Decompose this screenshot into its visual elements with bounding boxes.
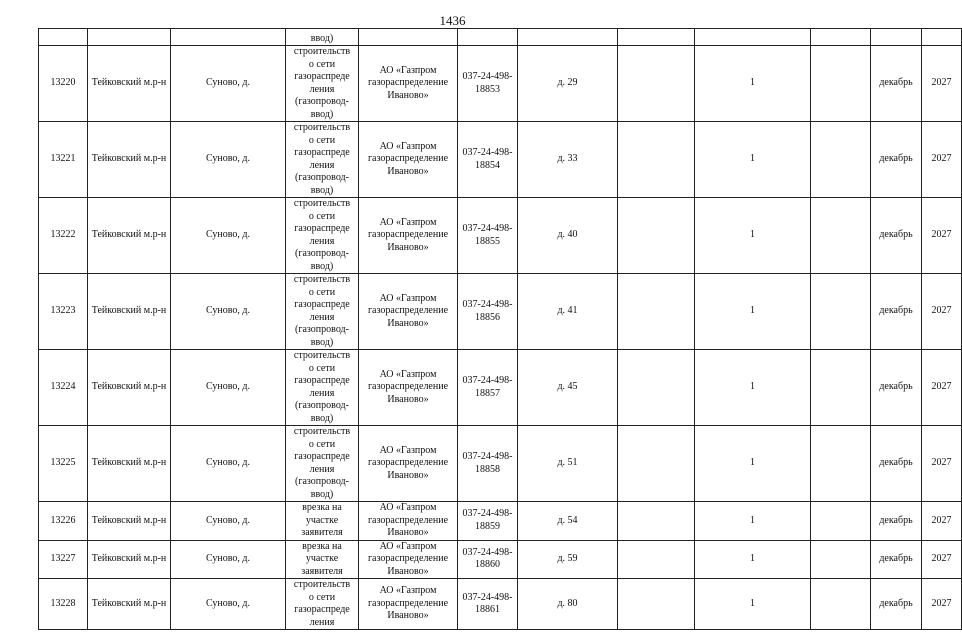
code-cell: 037-24-498-18859 <box>458 502 518 541</box>
address-cell: д. 33 <box>518 122 618 198</box>
empty-cell <box>618 579 695 630</box>
table-row <box>39 502 962 541</box>
empty-cell <box>811 579 871 630</box>
empty-cell <box>618 350 695 426</box>
empty-cell <box>618 540 695 579</box>
month-cell: декабрь <box>871 46 922 122</box>
district-cell: Тейковский м.р-н <box>88 426 171 502</box>
settlement-cell: Суново, д. <box>171 540 286 579</box>
empty-cell <box>811 350 871 426</box>
empty-cell <box>811 426 871 502</box>
settlement-cell: Суново, д. <box>171 502 286 541</box>
organization-cell: АО «Газпром газораспределение Иваново» <box>359 426 458 502</box>
row-number: 13228 <box>39 579 88 630</box>
district-cell: Тейковский м.р-н <box>88 350 171 426</box>
month-cell: декабрь <box>871 579 922 630</box>
organization-cell: АО «Газпром газораспределение Иваново» <box>359 540 458 579</box>
year-cell: 2027 <box>922 540 962 579</box>
count-cell: 1 <box>695 122 811 198</box>
settlement-cell: Суново, д. <box>171 274 286 350</box>
code-cell: 037-24-498-18855 <box>458 198 518 274</box>
count-cell: 1 <box>695 46 811 122</box>
row-number: 13220 <box>39 46 88 122</box>
month-cell: декабрь <box>871 350 922 426</box>
year-cell: 2027 <box>922 426 962 502</box>
address-cell: д. 45 <box>518 350 618 426</box>
district-cell: Тейковский м.р-н <box>88 579 171 630</box>
row-number: 13224 <box>39 350 88 426</box>
empty-cell <box>811 274 871 350</box>
district-cell: Тейковский м.р-н <box>88 540 171 579</box>
address-cell: д. 29 <box>518 46 618 122</box>
code-cell: 037-24-498-18858 <box>458 426 518 502</box>
count-cell: 1 <box>695 540 811 579</box>
table-row <box>39 426 962 502</box>
row-number: 13223 <box>39 274 88 350</box>
row-number: 13221 <box>39 122 88 198</box>
organization-cell: АО «Газпром газораспределение Иваново» <box>359 46 458 122</box>
work-type-cell: врезка на участке заявителя <box>286 502 359 541</box>
table-row <box>39 350 962 426</box>
settlement-cell: Суново, д. <box>171 579 286 630</box>
count-cell: 1 <box>695 579 811 630</box>
organization-cell: АО «Газпром газораспределение Иваново» <box>359 579 458 630</box>
empty-cell <box>618 46 695 122</box>
work-type-cell: строительств о сети газораспреде ления (газопровод- ввод) <box>286 350 359 426</box>
month-cell: декабрь <box>871 274 922 350</box>
count-cell: 1 <box>695 198 811 274</box>
address-cell: д. 41 <box>518 274 618 350</box>
address-cell: д. 80 <box>518 579 618 630</box>
empty-cell <box>618 274 695 350</box>
work-type-cell: строительств о сети газораспреде ления (газопровод- ввод) <box>286 46 359 122</box>
month-cell: декабрь <box>871 502 922 541</box>
organization-cell: АО «Газпром газораспределение Иваново» <box>359 122 458 198</box>
settlement-cell: Суново, д. <box>171 350 286 426</box>
code-cell: 037-24-498-18856 <box>458 274 518 350</box>
count-cell: 1 <box>695 426 811 502</box>
address-cell: д. 59 <box>518 540 618 579</box>
count-cell: 1 <box>695 502 811 541</box>
empty-cell <box>811 502 871 541</box>
row-number: 13226 <box>39 502 88 541</box>
code-cell: 037-24-498-18857 <box>458 350 518 426</box>
month-cell: декабрь <box>871 540 922 579</box>
district-cell: Тейковский м.р-н <box>88 122 171 198</box>
count-cell: 1 <box>695 274 811 350</box>
work-type-cell: строительств о сети газораспреде ления (газопровод- ввод) <box>286 426 359 502</box>
code-cell: 037-24-498-18854 <box>458 122 518 198</box>
year-cell: 2027 <box>922 350 962 426</box>
row-number: 13225 <box>39 426 88 502</box>
settlement-cell: Суново, д. <box>171 426 286 502</box>
work-type-cell: строительств о сети газораспреде ления (газопровод- ввод) <box>286 198 359 274</box>
empty-cell <box>618 426 695 502</box>
year-cell: 2027 <box>922 579 962 630</box>
work-type-cell: строительств о сети газораспреде ления <box>286 579 359 630</box>
year-cell: 2027 <box>922 502 962 541</box>
row-number: 13227 <box>39 540 88 579</box>
table-row <box>39 198 962 274</box>
address-cell: д. 40 <box>518 198 618 274</box>
table-row <box>39 579 962 630</box>
address-cell: д. 51 <box>518 426 618 502</box>
table-row <box>39 274 962 350</box>
empty-cell <box>618 502 695 541</box>
data-table <box>38 28 962 630</box>
empty-cell <box>811 46 871 122</box>
month-cell: декабрь <box>871 426 922 502</box>
month-cell: декабрь <box>871 122 922 198</box>
code-cell: 037-24-498-18860 <box>458 540 518 579</box>
organization-cell: АО «Газпром газораспределение Иваново» <box>359 350 458 426</box>
empty-cell <box>811 122 871 198</box>
count-cell: 1 <box>695 350 811 426</box>
empty-cell <box>811 540 871 579</box>
year-cell: 2027 <box>922 46 962 122</box>
code-cell: 037-24-498-18861 <box>458 579 518 630</box>
settlement-cell: Суново, д. <box>171 198 286 274</box>
year-cell: 2027 <box>922 198 962 274</box>
address-cell: д. 54 <box>518 502 618 541</box>
table-row <box>39 46 962 122</box>
district-cell: Тейковский м.р-н <box>88 198 171 274</box>
month-cell: декабрь <box>871 198 922 274</box>
table-row <box>39 540 962 579</box>
table-row <box>39 122 962 198</box>
settlement-cell: Суново, д. <box>171 122 286 198</box>
page-number: 1436 <box>439 13 466 28</box>
work-type-cell: строительств о сети газораспреде ления (газопровод- ввод) <box>286 122 359 198</box>
empty-cell <box>811 198 871 274</box>
code-cell: 037-24-498-18853 <box>458 46 518 122</box>
settlement-cell: Суново, д. <box>171 46 286 122</box>
district-cell: Тейковский м.р-н <box>88 502 171 541</box>
organization-cell: АО «Газпром газораспределение Иваново» <box>359 198 458 274</box>
organization-cell: АО «Газпром газораспределение Иваново» <box>359 502 458 541</box>
district-cell: Тейковский м.р-н <box>88 46 171 122</box>
empty-cell <box>618 122 695 198</box>
continuation-row <box>39 29 962 46</box>
continuation-text: ввод) <box>310 32 334 44</box>
work-type-cell: строительств о сети газораспреде ления (газопровод- ввод) <box>286 274 359 350</box>
district-cell: Тейковский м.р-н <box>88 274 171 350</box>
year-cell: 2027 <box>922 122 962 198</box>
organization-cell: АО «Газпром газораспределение Иваново» <box>359 274 458 350</box>
work-type-cell: врезка на участке заявителя <box>286 540 359 579</box>
year-cell: 2027 <box>922 274 962 350</box>
empty-cell <box>618 198 695 274</box>
row-number: 13222 <box>39 198 88 274</box>
